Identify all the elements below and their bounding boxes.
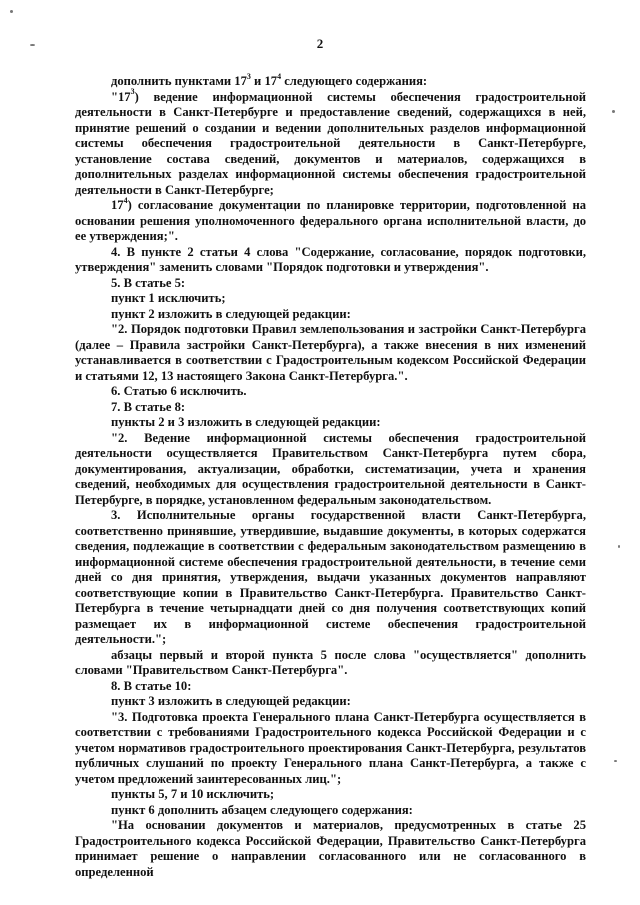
paragraph: $17^4$) согласование документации по планировке территории, подготовленной на основании решения уполномоченного федерального органа исполнительной власти, до ее утверждения;". <box>75 195 586 243</box>
paragraph: 8. В статье 10: <box>111 678 192 693</box>
paragraph: "2. Порядок подготовки Правил землепользования и застройки Санкт-Петербурга (далее – Правила застройки Санкт-Петербурга), а также внесения в них изменений устанавливается в соответствии с Градостроительным кодексом Российской Федерации и статьями 12, 13 настоящего Закона Санкт-Петербурга.". <box>75 322 586 383</box>
paragraph: "$17^3$) ведение информационной системы обеспечения градостроительной деятельности в Санкт-Петербурге и предоставление сведений, содержащихся в ней, принятие решений о создании и ведении дополнительных разделов информационной системы обеспечения градостроительной деятельности в Санкт-Петербурге, установление состава сведений, документов и материалов, содержащихся в дополнительных разделах информационной системы обеспечения градостроительной деятельности в Санкт-Петербурге; <box>75 87 586 197</box>
paragraph: пункты 2 и 3 изложить в следующей редакции: <box>111 415 381 429</box>
scan-speck <box>10 10 13 13</box>
paragraph: 4. В пункте 2 статьи 4 слова "Содержание, согласование, порядок подготовки, утверждения" заменить словами "Порядок подготовки и утверждения". <box>75 244 586 274</box>
paragraph: пункт 6 дополнить абзацем следующего содержания: <box>111 802 413 817</box>
document-body <box>75 71 586 880</box>
scan-speck <box>614 760 617 762</box>
paragraph: пункты 5, 7 и 10 исключить; <box>111 787 275 801</box>
paragraph: абзацы первый и второй пункта 5 после слова "осуществляется" дополнить словами "Правительством Санкт-Петербурга". <box>75 647 586 677</box>
paragraph: "2. Ведение информационной системы обеспечения градостроительной деятельности осуществляется Правительством Санкт-Петербурга путем сбора, документирования, актуализации, обработки, систематизации, учета и хранения сведений, необходимых для осуществления градостроительной деятельности в Санкт-Петербурге, в порядке, установленном федеральным законодательством. <box>75 430 586 507</box>
paragraph: 3. Исполнительные органы государственной власти Санкт-Петербурга, соответственно принявшие, утвердившие, выдавшие документы, в которых содержатся сведения, подлежащие в соответствии с федеральным законодательством размещению в информационной системе обеспечения градостроительной деятельности, в течение семи дней со дня принятия, утверждения, выдачи указанных документов направляют соответствующие копии в Правительство Санкт-Петербурга. Правительство Санкт-Петербурга в течение четырнадцати дней со дня получения соответствующих копий размещает их в информационной системе обеспечения градостроительной деятельности."; <box>75 508 586 646</box>
paragraph: "3. Подготовка проекта Генерального плана Санкт-Петербурга осуществляется в соответствии с требованиями Градостроительного кодекса Российской Федерации и с учетом нормативов градостроительного проектирования Санкт-Петербурга, результатов публичных слушаний по проекту Генерального плана Санкт-Петербурга, а также с учетом предложений заинтересованных лиц."; <box>75 709 586 786</box>
paragraph: 5. В статье 5: <box>111 275 186 290</box>
paragraph: 7. В статье 8: <box>111 399 186 414</box>
scan-speck <box>612 110 615 113</box>
paragraph: пункт 1 исключить; <box>111 291 226 305</box>
paragraph: дополнить пунктами $17^3$ и $17^4$ следующего содержания: <box>111 71 428 88</box>
paragraph: 6. Статью 6 исключить. <box>111 384 247 398</box>
page-number: 2 <box>316 36 324 51</box>
scan-speck <box>618 545 620 548</box>
scan-speck <box>30 44 35 46</box>
paragraph: пункт 2 изложить в следующей редакции: <box>111 306 351 321</box>
paragraph: пункт 3 изложить в следующей редакции: <box>111 694 351 708</box>
paragraph: "На основании документов и материалов, предусмотренных в статье 25 Градостроительного кодекса Российской Федерации, Правительство Санкт-Петербурга принимает решение о направлении согласованного или не согласованного в определенной <box>75 818 586 879</box>
